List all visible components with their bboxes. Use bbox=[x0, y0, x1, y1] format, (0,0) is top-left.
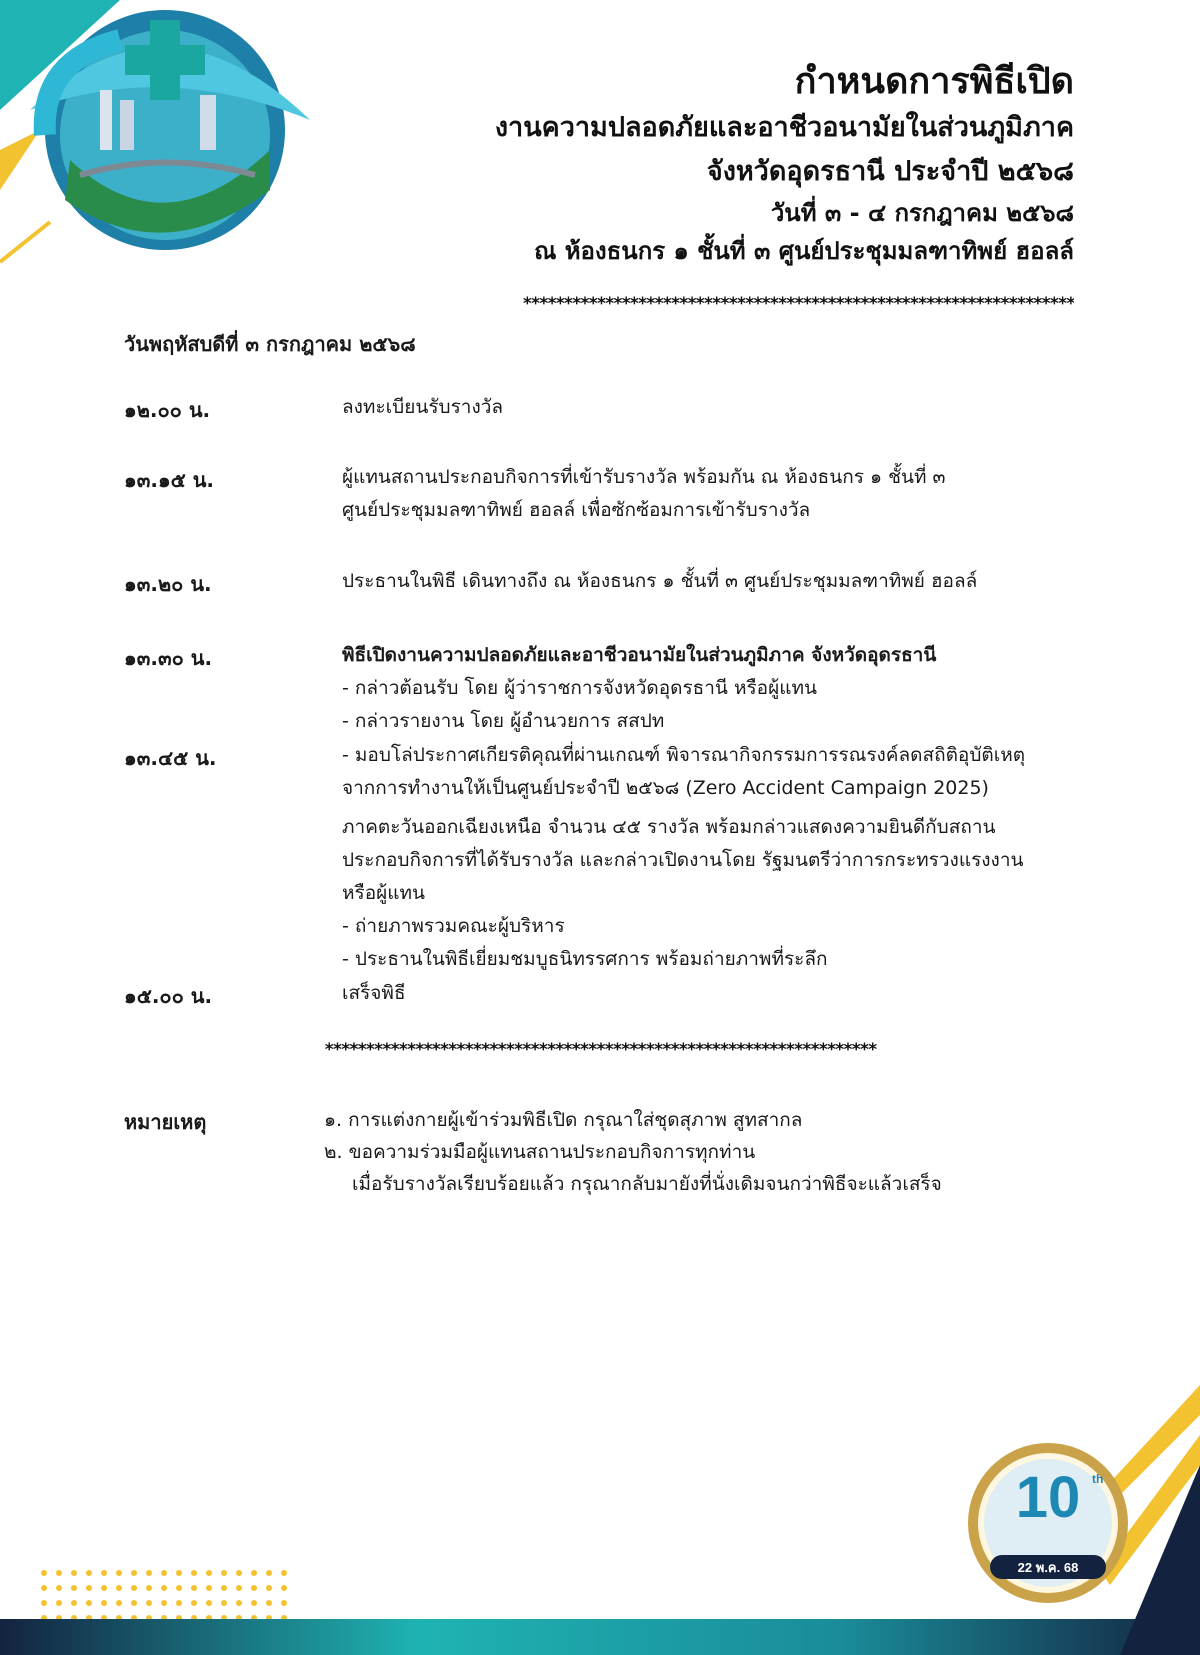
note-item: เมื่อรับรางวัลเรียบร้อยแล้ว กรุณากลับมายังที่นั่งเดิมจนกว่าพิธีจะแล้วเสร็จ bbox=[352, 1173, 942, 1195]
notes-label: หมายเหตุ bbox=[124, 1110, 207, 1134]
note-item: ๒. ขอความร่วมมือผู้แทนสถานประกอบกิจการทุกท่าน bbox=[324, 1141, 756, 1163]
schedule-line: ประธานในพิธี เดินทางถึง ณ ห้องธนกร ๑ ชั้นที่ ๓ ศูนย์ประชุมมลฑาทิพย์ ฮอลล์ bbox=[342, 570, 978, 592]
schedule-time: ๑๓.๓๐ น. bbox=[124, 646, 213, 670]
schedule-time: ๑๓.๔๕ น. bbox=[124, 746, 217, 770]
badge-suffix: th bbox=[1092, 1472, 1104, 1486]
divider-middle: ******************************************************************* bbox=[324, 1040, 876, 1060]
schedule-line: ลงทะเบียนรับรางวัล bbox=[342, 396, 504, 418]
divider-top: ******************************************************************* bbox=[522, 294, 1074, 314]
schedule-line: ประกอบกิจการที่ได้รับรางวัล และกล่าวเปิดงานโดย รัฐมนตรีว่าการกระทรวงแรงงาน bbox=[342, 849, 1024, 871]
schedule-line: - ประธานในพิธีเยี่ยมชมบูธนิทรรศการ พร้อมถ่ายภาพที่ระลึก bbox=[342, 948, 828, 970]
schedule-line: ผู้แทนสถานประกอบกิจการที่เข้ารับรางวัล พร้อมกัน ณ ห้องธนกร ๑ ชั้นที่ ๓ bbox=[342, 466, 946, 488]
schedule-line: ภาคตะวันออกเฉียงเหนือ จำนวน ๔๕ รางวัล พร้อมกล่าวแสดงความยินดีกับสถาน bbox=[342, 816, 996, 838]
schedule-line: จากการทำงานให้เป็นศูนย์ประจำปี ๒๕๖๘ (Zero Accident Campaign 2025) bbox=[342, 777, 989, 799]
schedule-title: พิธีเปิดงานความปลอดภัยและอาชีวอนามัยในส่วนภูมิภาค จังหวัดอุดรธานี bbox=[342, 644, 937, 666]
safety-globe-logo bbox=[0, 0, 340, 270]
badge-date: 22 พ.ค. 68 bbox=[1017, 1560, 1079, 1575]
event-date: วันที่ ๓ - ๔ กรกฎาคม ๒๕๖๘ bbox=[770, 199, 1074, 227]
event-province-year: จังหวัดอุดรธานี ประจำปี ๒๕๖๘ bbox=[706, 156, 1074, 187]
note-item: ๑. การแต่งกายผู้เข้าร่วมพิธีเปิด กรุณาใส่ชุดสุภาพ สูทสากล bbox=[324, 1109, 803, 1131]
schedule-line: - มอบโล่ประกาศเกียรติคุณที่ผ่านเกณฑ์ พิจารณากิจกรรมการรณรงค์ลดสถิติอุบัติเหตุ bbox=[342, 744, 1026, 766]
event-venue: ณ ห้องธนกร ๑ ชั้นที่ ๓ ศูนย์ประชุมมลฑาทิพย์ ฮอลล์ bbox=[534, 237, 1074, 265]
document-title: กำหนดการพิธีเปิด bbox=[794, 61, 1074, 102]
schedule-line: ศูนย์ประชุมมลฑาทิพย์ ฮอลล์ เพื่อซักซ้อมการเข้ารับรางวัล bbox=[342, 499, 811, 521]
schedule-line: - กล่าวรายงาน โดย ผู้อำนวยการ สสปท bbox=[342, 710, 665, 732]
anniversary-badge bbox=[920, 1355, 1200, 1655]
document-header bbox=[314, 58, 1074, 270]
schedule-time: ๑๓.๑๕ น. bbox=[124, 468, 215, 492]
day-heading: วันพฤหัสบดีที่ ๓ กรกฎาคม ๒๕๖๘ bbox=[124, 332, 416, 356]
schedule-time: ๑๒.๐๐ น. bbox=[124, 398, 211, 422]
schedule-time: ๑๕.๐๐ น. bbox=[124, 984, 213, 1008]
event-name: งานความปลอดภัยและอาชีวอนามัยในส่วนภูมิภาค bbox=[494, 112, 1074, 143]
dot-pattern bbox=[40, 1569, 290, 1621]
schedule-time: ๑๓.๒๐ น. bbox=[124, 572, 212, 596]
schedule-line: - ถ่ายภาพรวมคณะผู้บริหาร bbox=[342, 915, 565, 937]
badge-number: 10 bbox=[1015, 1465, 1081, 1530]
schedule-line: - กล่าวต้อนรับ โดย ผู้ว่าราชการจังหวัดอุดรธานี หรือผู้แทน bbox=[342, 677, 817, 699]
schedule-line: หรือผู้แทน bbox=[342, 882, 426, 904]
schedule-line: เสร็จพิธี bbox=[342, 982, 406, 1004]
